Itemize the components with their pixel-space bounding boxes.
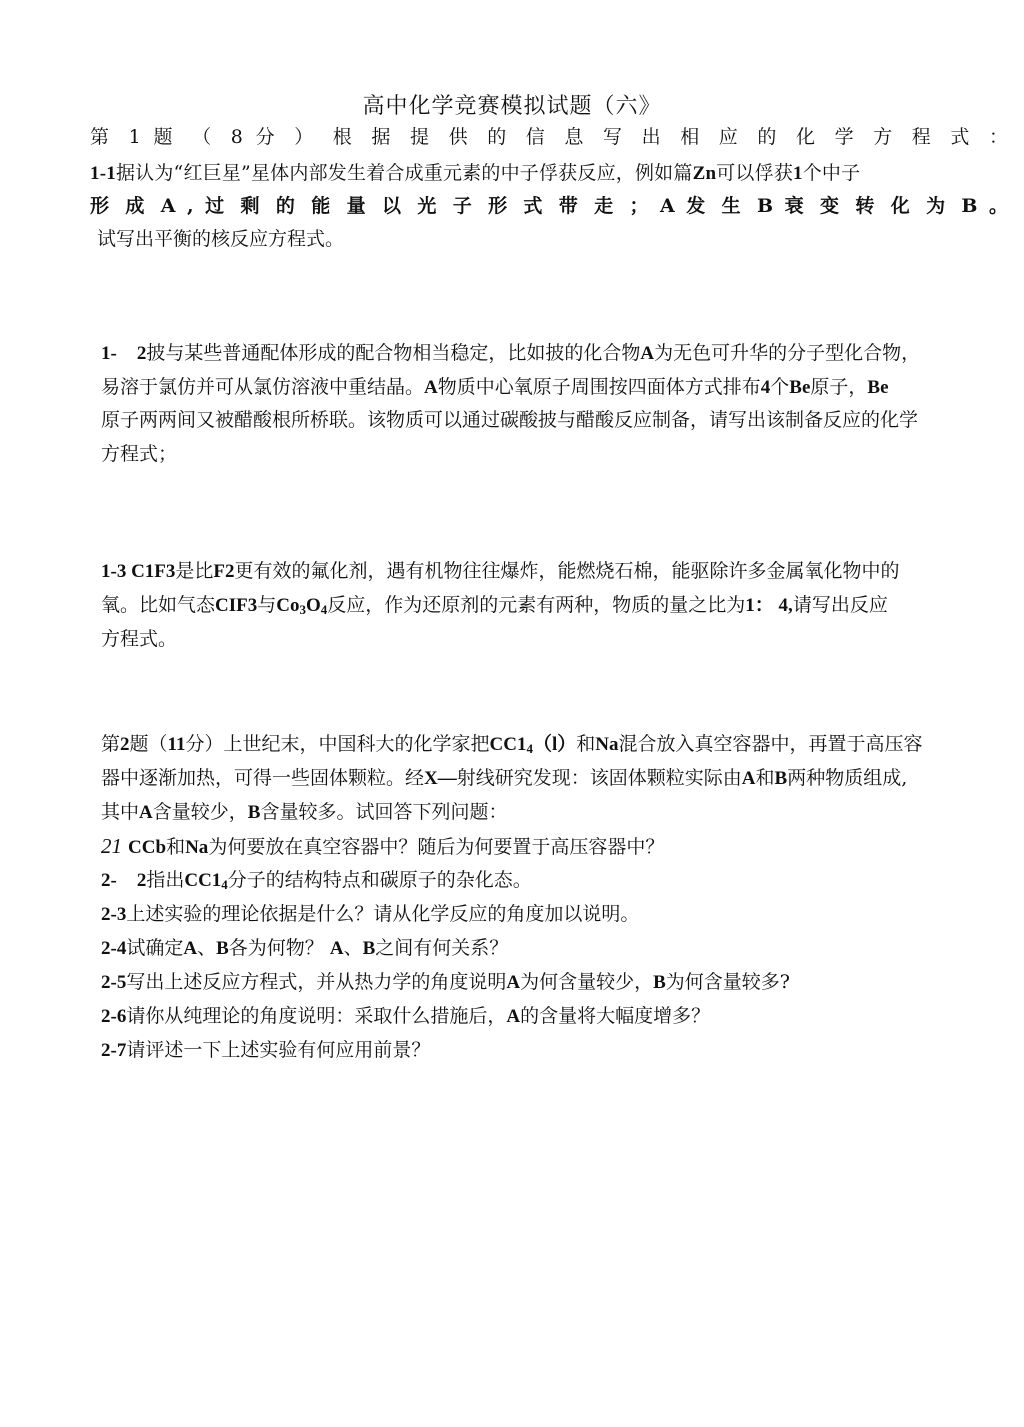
q2-sub-5: 2-5写出上述反应方程式，并从热力学的角度说明A为何含量较少，B为何含量较多? [101,971,790,993]
q1-2-line1: 1- 2披与某些普通配体形成的配合物相当稳定，比如披的化合物A为无色可升华的分子型化合物， [101,342,921,364]
q1-3-line3: 方程式。 [101,628,178,650]
q1-2-line2: 易溶于氯仿并可从氯仿溶液中重结晶。A物质中心氧原子周围按四面体方式排布4个Be原子，Be [101,376,889,398]
q2-sub-3: 2-3上述实验的理论依据是什么？请从化学反应的角度加以说明。 [101,903,640,925]
q1-2-line3: 原子两两间又被醋酸根所桥联。该物质可以通过碳酸披与醋酸反应制备，请写出该制备反应的化学 [101,409,919,431]
q1-3-line1: 1-3 C1F3是比F2更有效的氟化剂，遇有机物往往爆炸，能燃烧石棉，能驱除许多金属氧化物中的 [101,560,900,582]
q2-line3: 其中A含量较少，B含量较多。试回答下列问题： [101,801,508,823]
q2-line1: 第2题（11分）上世纪末，中国科大的化学家把$CC1_4(l)$和Na混合放入真空容器中，再置于高压容 [101,733,923,756]
q2-line2: 器中逐渐加热，可得一些固体颗粒。经X—射线研究发现：该固体颗粒实际由A和B两种物质组成, [101,767,908,789]
q1-1-line3: 试写出平衡的核反应方程式。 [97,228,345,250]
q1-1-line2: 形 成 A , 过 剩 的 能 量 以 光 子 形 式 带 走 ； A 发 生 B 衰 变 转 化 为 B 。 [90,195,1008,217]
q2-sub-2: 2- 2指出$CC1_4$分子的结构特点和碳原子的杂化态。 [101,869,532,892]
q1-2-line4: 方程式； [101,443,178,465]
q1-header: 第 1 题 （ 8 分 ） 根 据 提 供 的 信 息 写 出 相 应 的 化 学 方 程 式 ： [90,126,1008,148]
q1-1-line1: 1-1据认为“红巨星”星体内部发生着合成重元素的中子俘获反应，例如篇Zn可以俘获1个中子 [90,162,861,184]
page-title: 高中化学竞赛模拟试题（六》 [362,94,662,119]
q2-sub-4: 2-4试确定A、B各为何物？ A、B之间有何关系？ [101,937,509,959]
q1-3-line2: 氧。比如气态CIF3与$Co_3O_4$反应，作为还原剂的元素有两种，物质的量之比为1： 4,请写出反应 [101,594,888,617]
q2-sub-1: 21 CCb和Na为何要放在真空容器中？随后为何要置于高压容器中？ [101,834,665,858]
q2-sub-7: 2-7请评述一下上述实验有何应用前景？ [101,1039,431,1061]
q2-sub-6: 2-6请你从纯理论的角度说明：采取什么措施后，A的含量将大幅度增多？ [101,1005,711,1027]
